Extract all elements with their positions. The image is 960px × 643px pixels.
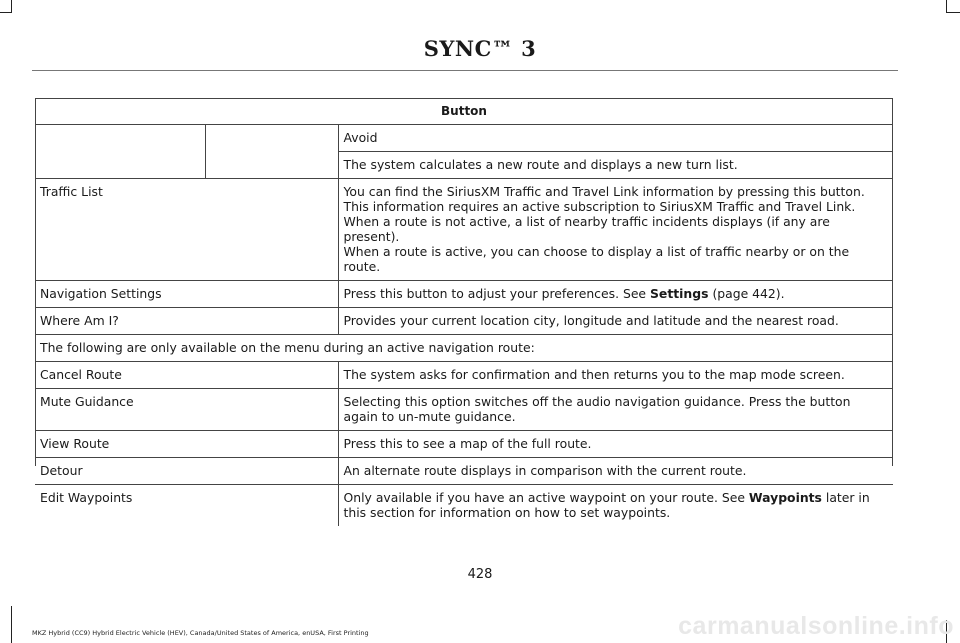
settings-reference: Settings — [650, 286, 709, 301]
page-title: SYNC™ 3 — [423, 36, 537, 61]
crop-mark — [0, 12, 12, 13]
table-row — [35, 125, 893, 152]
view-route-description: Press this to see a map of the full route. — [338, 431, 893, 458]
table-row — [35, 485, 893, 527]
table-row — [35, 431, 893, 458]
description-text: Only available if you have an active waypoint on your route. See — [343, 490, 749, 505]
table-left-border — [35, 98, 36, 466]
crop-mark — [11, 606, 12, 643]
table-row — [35, 281, 893, 308]
empty-cell — [205, 125, 338, 179]
navigation-settings-label: Navigation Settings — [35, 281, 338, 308]
cancel-route-label: Cancel Route — [35, 362, 338, 389]
traffic-list-label: Traffic List — [35, 179, 338, 281]
watermark-logo: carmanualsonline.info — [678, 612, 954, 640]
button-table — [35, 98, 893, 526]
description-text: Press this button to adjust your preferences. See — [343, 286, 650, 301]
active-route-note: The following are only available on the menu during an active navigation route: — [35, 335, 893, 362]
empty-cell — [35, 125, 205, 179]
footer-text: MKZ Hybrid (CC9) Hybrid Electric Vehicle (HEV), Canada/United States of America, enUSA, First Printing — [32, 629, 369, 637]
traffic-list-description — [338, 179, 893, 281]
traffic-list-line: When a route is active, you can choose to display a list of traffic nearby or on the route. — [343, 244, 850, 274]
table-header-row — [35, 99, 893, 125]
cancel-route-description: The system asks for confirmation and then returns you to the map mode screen. — [338, 362, 893, 389]
header-divider — [32, 70, 898, 71]
table-row — [35, 179, 893, 281]
traffic-list-line: You can find the SiriusXM Traffic and Travel Link information by pressing this button. This information requires an active subscription to SiriusXM Traffic and Travel Link. — [343, 184, 865, 214]
mute-guidance-description: Selecting this option switches off the audio navigation guidance. Press the button again to un-mute guidance. — [338, 389, 893, 431]
avoid-description: The system calculates a new route and displays a new turn list. — [338, 152, 893, 179]
view-route-label: View Route — [35, 431, 338, 458]
waypoints-reference: Waypoints — [748, 490, 822, 505]
navigation-settings-description — [338, 281, 893, 308]
table-header-button: Button — [35, 99, 893, 125]
page-number: 428 — [467, 567, 493, 582]
table-row — [35, 308, 893, 335]
table-row — [35, 458, 893, 485]
description-text: later in this section for information on how to set waypoints. — [343, 490, 870, 520]
detour-description: An alternate route displays in comparison with the current route. — [338, 458, 893, 485]
mute-guidance-label: Mute Guidance — [35, 389, 338, 431]
where-am-i-label: Where Am I? — [35, 308, 338, 335]
table-row — [35, 362, 893, 389]
table-row — [35, 389, 893, 431]
where-am-i-description: Provides your current location city, longitude and latitude and the nearest road. — [338, 308, 893, 335]
avoid-label: Avoid — [338, 125, 893, 152]
edit-waypoints-label: Edit Waypoints — [35, 485, 338, 527]
table-right-border — [892, 98, 893, 466]
traffic-list-line: When a route is not active, a list of nearby traffic incidents displays (if any are present). — [343, 214, 830, 244]
description-text: (page 442). — [708, 286, 785, 301]
table-row — [35, 335, 893, 362]
crop-mark — [946, 12, 960, 13]
detour-label: Detour — [35, 458, 338, 485]
edit-waypoints-description — [338, 485, 893, 527]
